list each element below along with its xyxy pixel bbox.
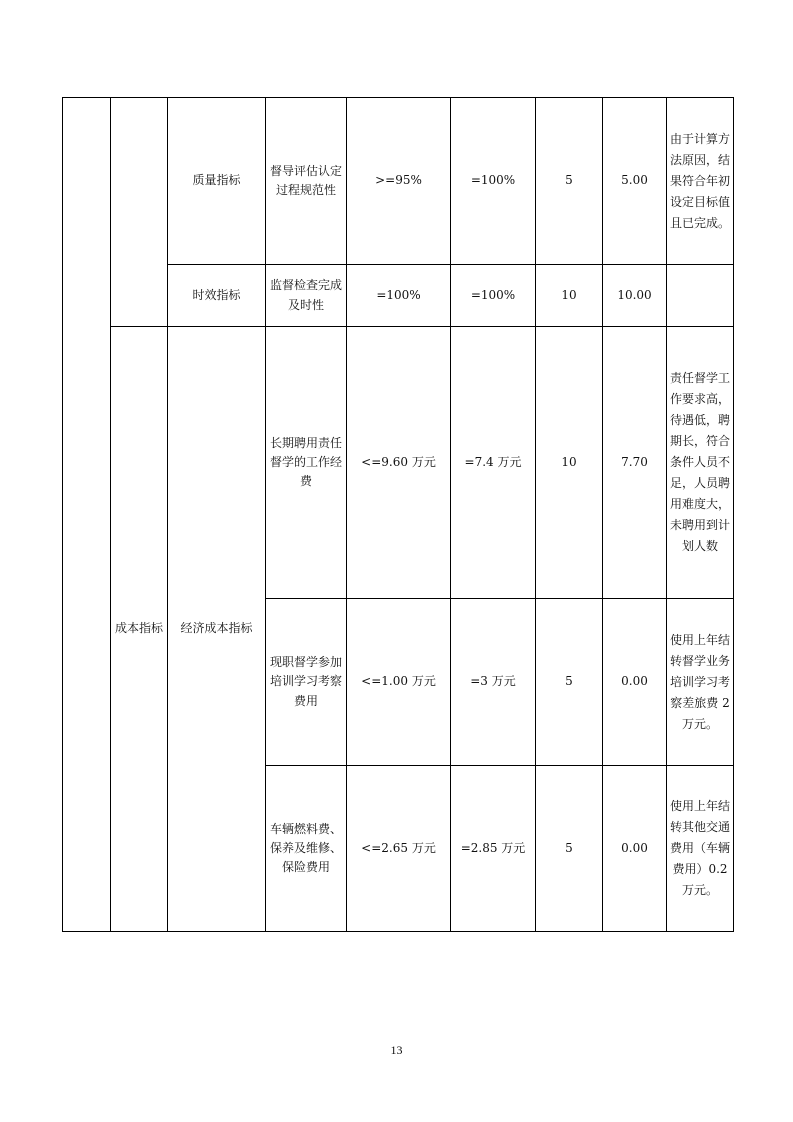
target-value: >=95% [375, 173, 422, 188]
actual-value: =7.4 万元 [464, 454, 522, 469]
note-cell [667, 98, 734, 265]
actual-value-cell [451, 265, 536, 327]
weight-value: 10 [561, 287, 577, 302]
table-row [63, 327, 734, 599]
score-value: 10.00 [617, 287, 652, 302]
score-value: 7.70 [621, 454, 648, 469]
level2-indicator-cell [111, 98, 168, 327]
weight-value: 10 [561, 454, 577, 469]
actual-value: =100% [470, 173, 516, 188]
level3-indicator-cell [168, 327, 266, 932]
actual-value-cell [451, 766, 536, 932]
target-value-cell [347, 265, 451, 327]
weight-cell [536, 766, 603, 932]
score-value: 0.00 [621, 674, 648, 689]
level3-indicator-cell [168, 98, 266, 265]
note-cell [667, 599, 734, 766]
deviation-note: 使用上年结转其他交通费用（车辆费用）0.2 万元。 [669, 799, 730, 897]
score-cell [603, 766, 667, 932]
indicator-name-cell [266, 766, 347, 932]
weight-cell [536, 98, 603, 265]
note-cell [667, 766, 734, 932]
score-cell [603, 599, 667, 766]
target-value-cell [347, 766, 451, 932]
score-cell [603, 327, 667, 599]
weight-value: 5 [565, 173, 573, 188]
deviation-note: 由于计算方法原因，结果符合年初设定目标值且已完成。 [669, 131, 730, 230]
target-value: =100% [376, 287, 421, 302]
level3-label: 时效指标 [192, 287, 241, 302]
indicator-name: 车辆燃料费、保养及维修、保险费用 [269, 821, 342, 875]
indicator-name: 监督检查完成及时性 [269, 278, 342, 312]
weight-cell [536, 265, 603, 327]
score-cell [603, 98, 667, 265]
actual-value-cell [451, 599, 536, 766]
level3-label: 经济成本指标 [180, 621, 253, 636]
actual-value: =100% [470, 287, 516, 302]
actual-value-cell [451, 327, 536, 599]
level2-indicator-cell [111, 327, 168, 932]
target-value-cell [347, 599, 451, 766]
target-value-cell [347, 98, 451, 265]
actual-value: =3 万元 [470, 674, 516, 689]
page-number: 13 [390, 1043, 403, 1057]
deviation-note: 责任督学工作要求高，待遇低，聘期长，符合条件人员不足，人员聘用难度大，未聘用到计划人数 [669, 371, 730, 553]
target-value: <=1.00 万元 [361, 674, 436, 689]
level1-indicator-cell [63, 98, 111, 932]
score-cell [603, 265, 667, 327]
deviation-note: 使用上年结转督学业务培训学习考察差旅费 2 万元。 [669, 632, 730, 731]
actual-value-cell [451, 98, 536, 265]
indicator-name: 现职督学参加培训学习考察费用 [269, 655, 342, 708]
indicator-name: 长期聘用责任督学的工作经费 [269, 435, 342, 489]
weight-value: 5 [565, 840, 573, 855]
actual-value: =2.85 万元 [460, 840, 526, 855]
weight-value: 5 [565, 674, 573, 689]
note-cell [667, 327, 734, 599]
level2-label: 成本指标 [114, 621, 163, 636]
table-row [63, 98, 734, 265]
indicator-name-cell [266, 265, 347, 327]
weight-cell [536, 327, 603, 599]
target-value: <=2.65 万元 [361, 840, 436, 855]
level3-label: 质量指标 [192, 173, 241, 188]
target-value: <=9.60 万元 [361, 454, 436, 469]
indicator-name-cell [266, 98, 347, 265]
weight-cell [536, 599, 603, 766]
indicator-name: 督导评估认定过程规范性 [269, 163, 342, 197]
score-value: 5.00 [621, 173, 648, 188]
indicator-name-cell [266, 327, 347, 599]
performance-indicator-table [62, 97, 734, 932]
score-value: 0.00 [621, 840, 648, 855]
note-cell [667, 265, 734, 327]
target-value-cell [347, 327, 451, 599]
level3-indicator-cell [168, 265, 266, 327]
indicator-name-cell [266, 599, 347, 766]
